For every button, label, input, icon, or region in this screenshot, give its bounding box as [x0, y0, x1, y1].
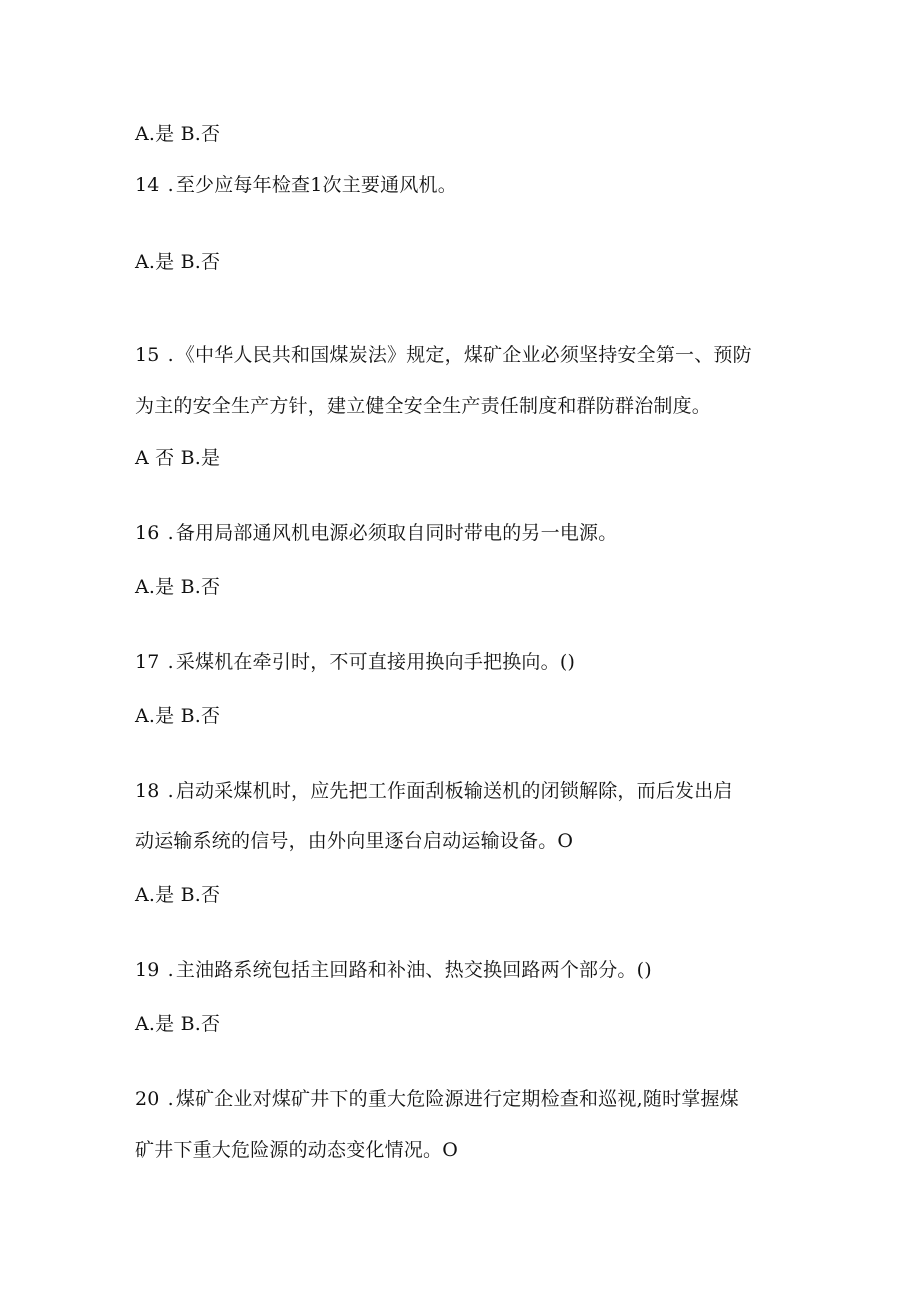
question-15-line-2: 为主的安全生产方针，建立健全安全生产责任制度和群防群治制度。	[135, 395, 712, 417]
question-text: 《中华人民共和国煤炭法》规定，煤矿企业必须坚持安全第一、预防	[175, 344, 752, 366]
question-number: 19	[135, 959, 160, 981]
question-dot: .	[167, 522, 174, 544]
question-dot: .	[167, 1088, 174, 1110]
answer-options-17: A.是 B.否	[135, 705, 221, 727]
question-dot: .	[167, 651, 174, 673]
question-number: 18	[135, 780, 160, 802]
question-number: 17	[135, 651, 160, 673]
question-17	[135, 650, 575, 674]
question-text: 备用局部通风机电源必须取自同时带电的另一电源。	[175, 522, 618, 544]
question-16	[135, 521, 617, 545]
question-text: 主油路系统包括主回路和补油、热交换回路两个部分。()	[175, 959, 652, 981]
question-dot: .	[167, 174, 174, 196]
question-text: 至少应每年检查1次主要通风机。	[175, 174, 457, 196]
question-20-line-2: 矿井下重大危险源的动态变化情况。O	[135, 1139, 458, 1161]
question-text: 采煤机在牵引时，不可直接用换向手把换向。()	[175, 651, 576, 673]
question-19	[135, 958, 652, 982]
question-20	[135, 1087, 739, 1111]
question-number: 20	[135, 1088, 160, 1110]
question-18-line-2: 动运输系统的信号，由外向里逐台启动运输设备。O	[135, 830, 574, 852]
question-dot: .	[167, 959, 174, 981]
question-text: 煤矿企业对煤矿井下的重大危险源进行定期检查和巡视,随时掌握煤	[175, 1088, 739, 1110]
answer-options-14: A.是 B.否	[135, 251, 221, 273]
answer-options-15: A 否 B.是	[135, 447, 221, 469]
question-dot: .	[167, 344, 174, 366]
question-text: 启动采煤机时，应先把工作面刮板输送机的闭锁解除，而后发出启	[175, 780, 733, 802]
question-number: 14	[135, 174, 160, 196]
question-18	[135, 779, 733, 803]
answer-options-18: A.是 B.否	[135, 884, 221, 906]
question-number: 15	[135, 344, 160, 366]
answer-options-13: A.是 B.否	[135, 123, 221, 145]
question-dot: .	[167, 780, 174, 802]
answer-options-19: A.是 B.否	[135, 1013, 221, 1035]
answer-options-16: A.是 B.否	[135, 576, 221, 598]
question-15	[135, 343, 752, 367]
question-14	[135, 173, 457, 197]
question-number: 16	[135, 522, 160, 544]
